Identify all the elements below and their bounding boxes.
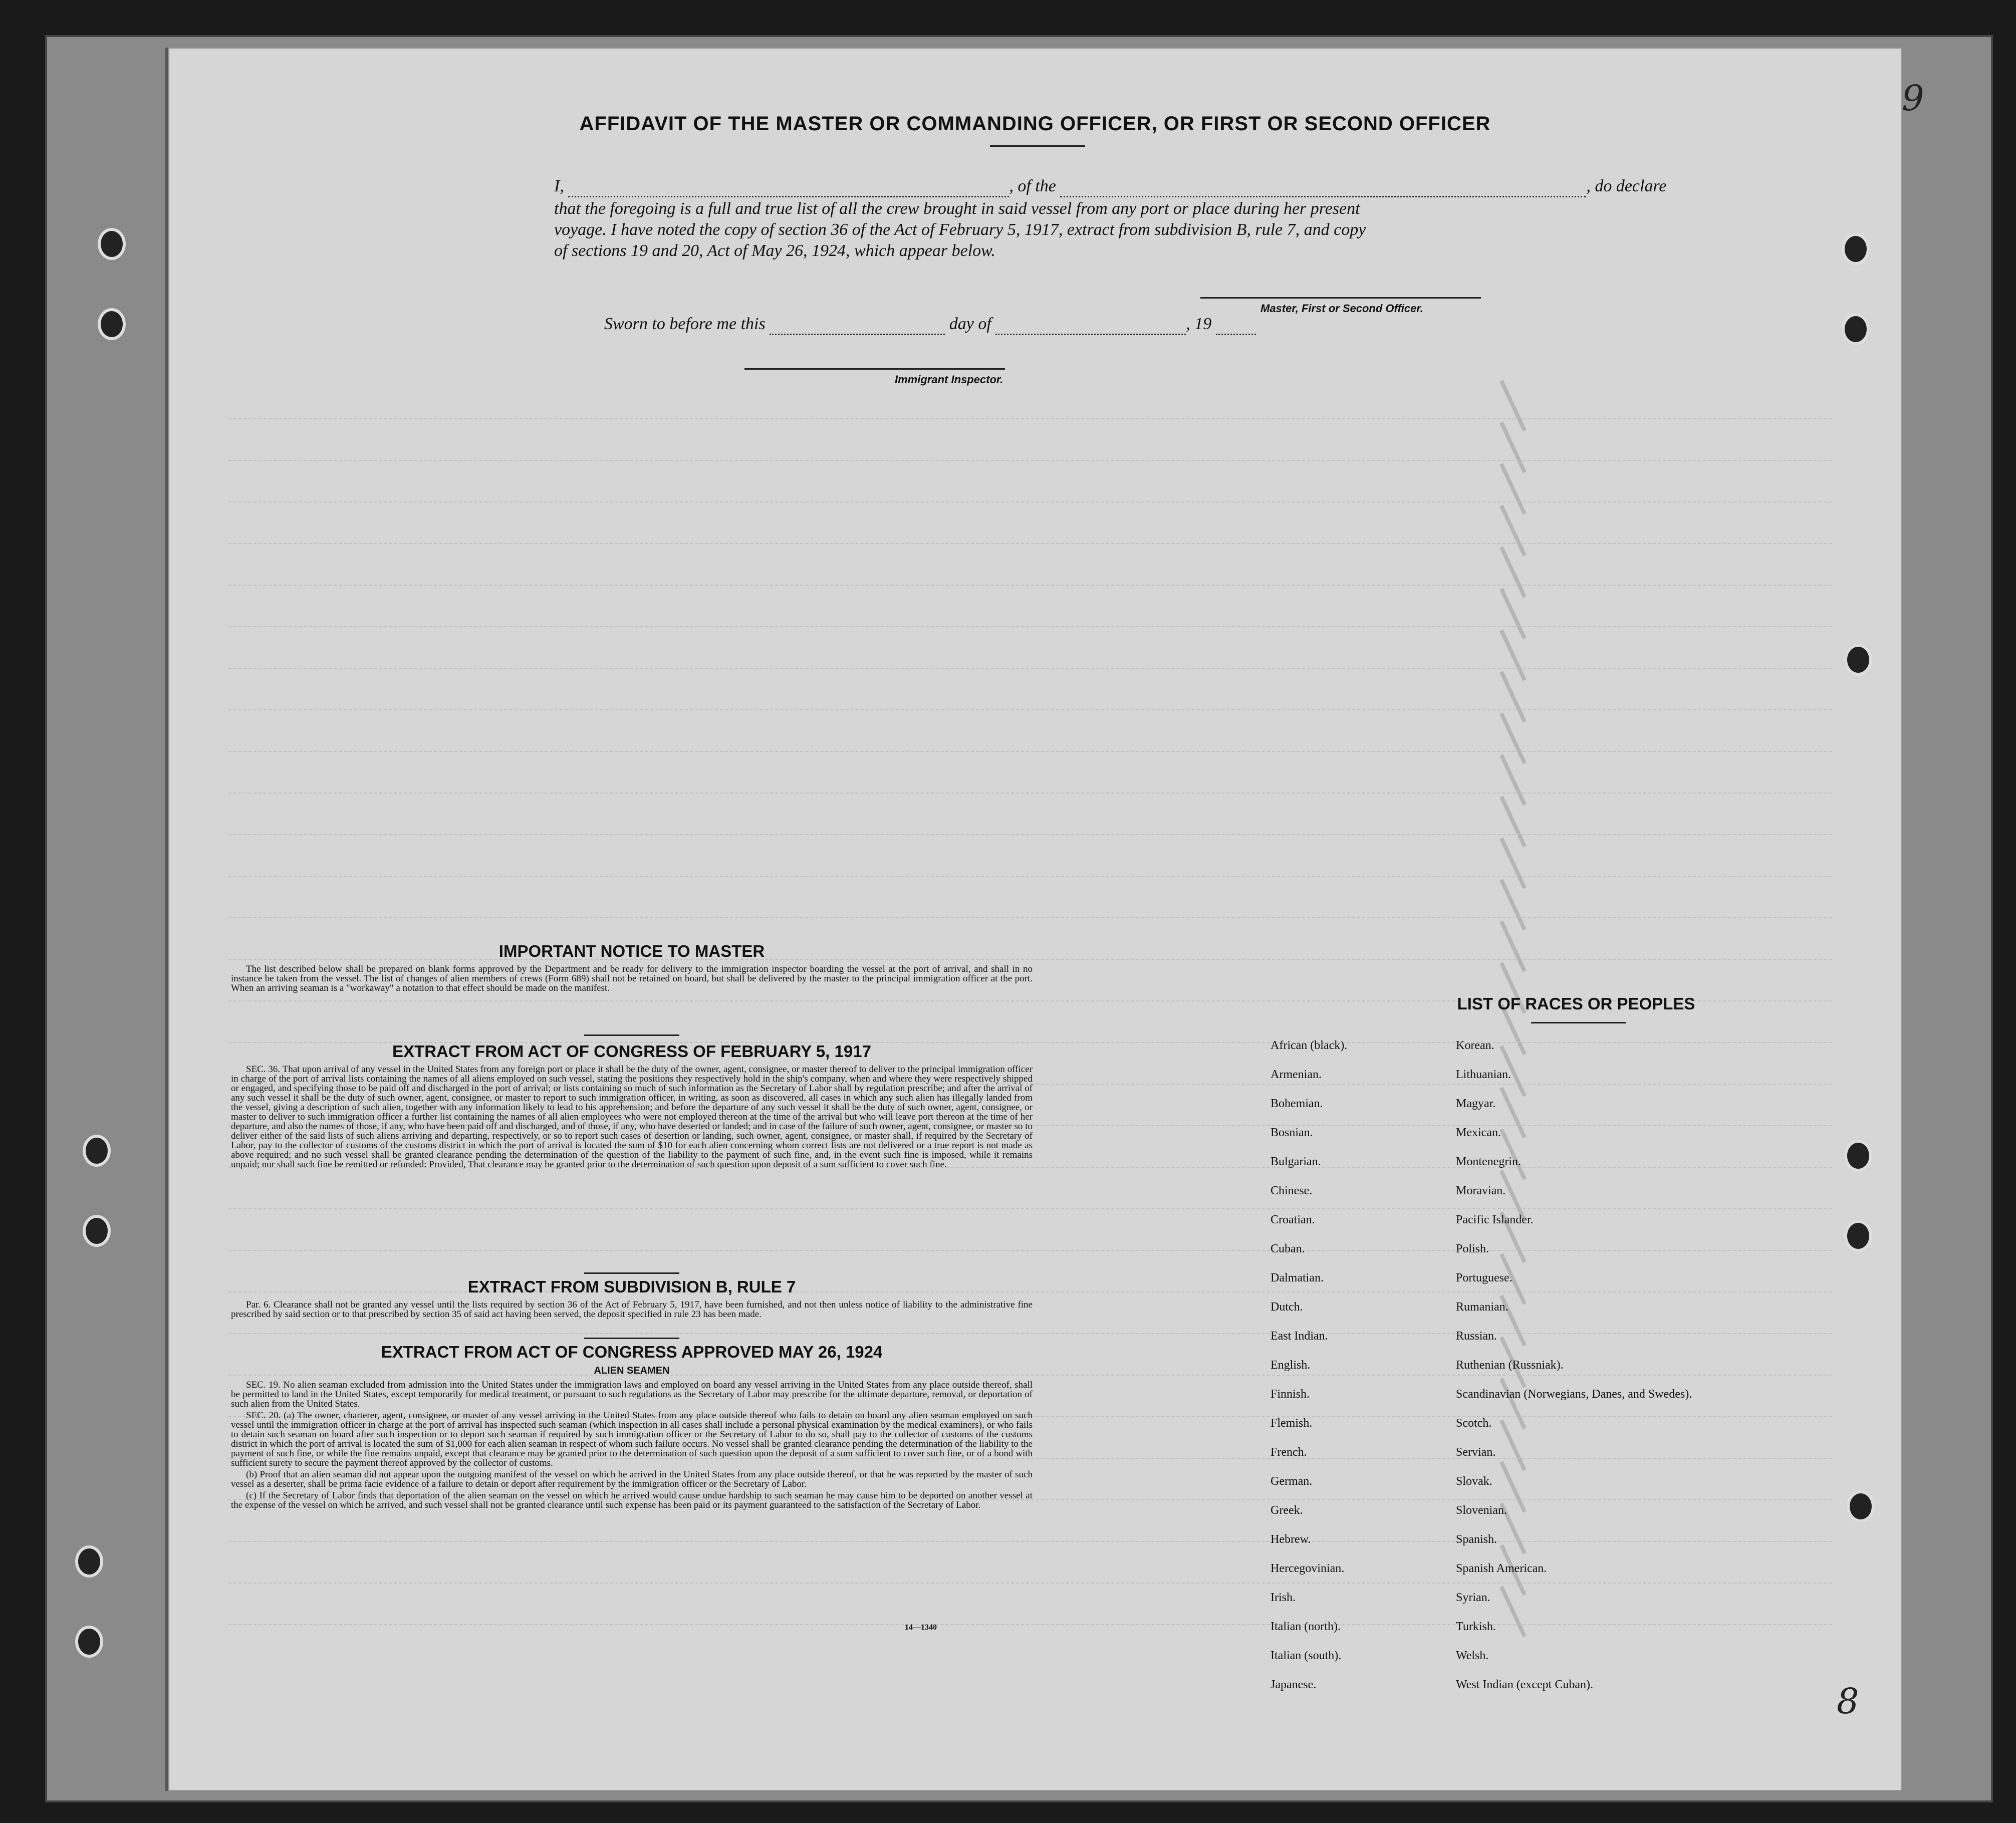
race-item: Bohemian. (1271, 1097, 1323, 1110)
race-item: Russian. (1456, 1330, 1497, 1343)
extract-1924-title: EXTRACT FROM ACT OF CONGRESS APPROVED MAY 26, 1924 (381, 1343, 883, 1361)
notice-title: IMPORTANT NOTICE TO MASTER (498, 942, 765, 960)
divider (584, 1338, 679, 1339)
race-item: Hebrew. (1271, 1533, 1311, 1546)
punch-hole (98, 308, 126, 340)
extract-rule7-title: EXTRACT FROM SUBDIVISION B, RULE 7 (467, 1277, 796, 1296)
extract-1917-title: EXTRACT FROM ACT OF CONGRESS OF FEBRUARY 5, 1917 (392, 1042, 871, 1061)
punch-hole (1844, 644, 1872, 676)
handwritten-page-mark: 8 (1837, 1681, 1859, 1722)
race-item: Armenian. (1271, 1068, 1322, 1081)
race-item: Spanish American. (1456, 1562, 1547, 1575)
vessel-name-field[interactable] (1060, 181, 1586, 197)
bleed-through-tally-mark (1499, 920, 1527, 972)
race-item: Spanish. (1456, 1533, 1497, 1546)
race-item: Syrian. (1456, 1591, 1490, 1604)
punch-hole (83, 1135, 111, 1167)
race-item: Finnish. (1271, 1388, 1310, 1401)
bleed-through-tally-mark (1499, 380, 1527, 431)
punch-hole (75, 1545, 103, 1578)
bleed-through-row (228, 398, 1832, 419)
race-item: Slovak. (1456, 1475, 1492, 1488)
race-item: Portuguese. (1456, 1271, 1513, 1284)
affidavit-text: , do declare (1586, 177, 1667, 195)
affidavit-text: voyage. I have noted the copy of section 36 of the Act of February 5, 1917, extract from subdivision B, rule 7, and copy (554, 220, 1366, 239)
affidavit-title: AFFIDAVIT OF THE MASTER OR COMMANDING OFFICER, OR FIRST OR SECOND OFFICER (579, 113, 1491, 135)
race-item: Magyar. (1456, 1097, 1496, 1110)
race-item: Italian (south). (1271, 1649, 1342, 1662)
section-36-paragraph: SEC. 36. That upon arrival of any vessel in the United States from any foreign port or place it shall be the duty of the owner, agent, consignee, or master thereof to deliver to the principal immigration officer in charge of the port of arrival lists containing the names of all aliens employed on such vessel, stating the positions they respectively hold in the ship's company, when and where they were respectively shipped or engaged, and specifying those to be paid off and discharged in the port of arrival; or lists containing so much of such information as the Secretary of Labor shall by regulation prescribe; and after the arrival of any such vessel it shall be the duty of such owner, agent, consignee, or master to report to such immigration officer, in writing, as soon as discovered, all cases in which any such alien has illegally landed from the vessel, giving a description of such alien, together with any information likely to lead to his apprehension; and before the departure of any such vessel it shall be the duty of such owner, agent, consignee, or master to deliver to such immigration officer a further list containing the names of all alien employees who were not employed thereon at the time of the arrival but who will leave port thereon at the time of her departure, and also the names of those, if any, who have been paid off and discharged, and of those, if any, who have deserted or landed; and in case of the failure of such owner, agent, consignee, or master so to deliver either of the said lists of such aliens arriving and departing, respectively, or so to report such cases of desertion or landing, such owner, agent, consignee, or master shall, if required by the Secretary of Labor, pay to the collector of customs of the customs district in which the port of arrival is located the sum of $10 for each alien concerning whom correct lists are not delivered or a true report is not made as above required; and no such vessel shall be granted clearance pending the determination of the question of the liability to the payment of such fine, and, in the event such fine is imposed, while it remains unpaid; nor shall such fine be remitted or refunded: Provided, That clearance may be granted prior to the determination of such question upon deposit of a sum sufficient to cover such fine. (231, 1064, 1033, 1170)
race-item: Croatian. (1271, 1213, 1315, 1226)
bleed-through-row (228, 731, 1832, 752)
race-item: Montenegrin. (1456, 1155, 1521, 1168)
bleed-through-row (228, 440, 1832, 461)
race-item: Dutch. (1271, 1300, 1303, 1314)
race-item: German. (1271, 1475, 1313, 1488)
race-item: Polish. (1456, 1242, 1489, 1255)
affidavit-text: that the foregoing is a full and true list of all the crew brought in said vessel from any port or place during her present (554, 199, 1360, 218)
race-item: Hercegovinian. (1271, 1562, 1345, 1575)
inspector-signature-line[interactable] (744, 368, 1005, 370)
extract-rule7-body (231, 1300, 1033, 1321)
form-number: 14—1340 (905, 1623, 937, 1632)
divider (1531, 1022, 1626, 1023)
punch-hole (1842, 313, 1870, 345)
inspector-signature-caption: Immigrant Inspector. (895, 373, 1003, 386)
title-underline (990, 145, 1085, 147)
race-item: Japanese. (1271, 1678, 1317, 1691)
sworn-month-field[interactable] (995, 319, 1186, 335)
race-item: West Indian (except Cuban). (1456, 1678, 1593, 1691)
affidavit-text: of sections 19 and 20, Act of May 26, 1924, which appear below. (554, 241, 995, 260)
alien-seamen-subhead: ALIEN SEAMEN (594, 1365, 670, 1376)
bleed-through-tally-mark (1499, 588, 1527, 639)
race-item: Pacific Islander. (1456, 1213, 1534, 1226)
sworn-year-field[interactable] (1216, 319, 1256, 335)
race-item: Irish. (1271, 1591, 1296, 1604)
race-item: Flemish. (1271, 1417, 1313, 1430)
bleed-through-row (228, 648, 1832, 669)
race-item: Turkish. (1456, 1620, 1496, 1633)
race-item: Scandinavian (Norwegians, Danes, and Swedes). (1456, 1388, 1692, 1401)
bleed-through-row (228, 481, 1832, 502)
bleed-through-row (228, 897, 1832, 918)
affidavit-text: Sworn to before me this (604, 315, 766, 333)
races-list-title: LIST OF RACES OR PEOPLES (1457, 994, 1695, 1013)
race-item: Dalmatian. (1271, 1271, 1324, 1284)
punch-hole (1844, 1140, 1872, 1172)
bleed-through-tally-mark (1499, 546, 1527, 598)
race-item: Welsh. (1456, 1649, 1489, 1662)
punch-hole (98, 228, 126, 260)
bleed-through-tally-mark (1499, 504, 1527, 556)
races-right-column (1456, 1039, 1696, 1708)
divider (584, 1272, 679, 1274)
race-item: French. (1271, 1446, 1307, 1459)
master-signature-caption: Master, First or Second Officer. (1261, 302, 1423, 315)
bleed-through-row (228, 523, 1832, 544)
bleed-through-tally-mark (1499, 879, 1527, 930)
section-20b-paragraph: (b) Proof that an alien seaman did not appear upon the outgoing manifest of the vessel on which he arrived in the United States from any place outside thereof, or that he was reported by the master of such vessel as a deserter, shall be prima facie evidence of a failure to detain or deport after requirement by the immigration officer or the Secretary of Labor. (231, 1469, 1033, 1489)
declarant-name-field[interactable] (568, 181, 1009, 197)
bleed-through-tally-mark (1499, 629, 1527, 681)
bleed-through-row (228, 772, 1832, 794)
affidavit-text: I, (554, 177, 564, 195)
race-item: Moravian. (1456, 1184, 1506, 1197)
race-item: African (black). (1271, 1039, 1348, 1052)
document-sheet (165, 48, 1924, 1791)
divider (584, 1034, 679, 1036)
race-item: East Indian. (1271, 1330, 1328, 1343)
bleed-through-tally-mark (1499, 712, 1527, 764)
notice-body (231, 964, 1033, 995)
notice-paragraph: The list described below shall be prepared on blank forms approved by the Department and be ready for delivery to the immigration inspector boarding the vessel at the port of arrival, and shall in no instance be taken from the vessel. The list of changes of alien members of crews (Form 689) shall not be retained on board, but shall be delivered by the master to the principal immigration officer at the port. When an arriving seaman is a "workaway" a notation to that effect should be made on the manifest. (231, 964, 1033, 993)
paragraph-6: Par. 6. Clearance shall not be granted any vessel until the lists required by section 36 of the Act of February 5, 1917, have been furnished, and not then unless notice of liability to the administrative fine prescribed by said section or to that prescribed by section 35 of said act having been served, the deposit specified in rule 23 has been made. (231, 1299, 1033, 1320)
extract-1917-body (231, 1065, 1033, 1171)
races-left-column (1271, 1039, 1347, 1708)
extract-1924-body (231, 1380, 1033, 1512)
punch-hole (75, 1626, 103, 1658)
race-item: Ruthenian (Russniak). (1456, 1359, 1564, 1372)
affidavit-text: , 19 (1186, 315, 1212, 333)
bleed-through-row (228, 856, 1832, 877)
punch-hole (1844, 1220, 1872, 1252)
section-19-paragraph: SEC. 19. No alien seaman excluded from admission into the United States under the immigration laws and employed on board any vessel arriving in the United States from any place outside thereof, shall be permitted to land in the United States, except temporarily for medical treatment, or pursuant to such regulations as the Secretary of Labor may prescribe for the ultimate departure, removal, or deportation of such alien from the United States. (231, 1380, 1033, 1409)
race-item: Servian. (1456, 1446, 1496, 1459)
bleed-through-tally-mark (1499, 754, 1527, 806)
bleed-through-tally-mark (1499, 796, 1527, 847)
section-20a-paragraph: SEC. 20. (a) The owner, charterer, agent, consignee, or master of any vessel arriving in the United States from any place outside thereof who fails to detain on board any alien seaman employed on such vessel until the immigration officer in charge at the port of arrival has inspected such seaman (which inspection in all cases shall include a personal physical examination by the medical examiners), or who fails to detain such seaman on board after such inspection or to deport such seaman if required by such immigration officer or the Secretary of Labor to do so, shall pay to the collector of customs of the customs district in which the port of arrival is located the sum of $1,000 for each alien seaman in respect of whom such failure occurs. No vessel shall be granted clearance pending the determination of the liability to the payment of such fine, or while the fine remains unpaid, except that clearance may be granted prior to the determination of such question upon the deposit of a sum sufficient to cover such fine, or of a bond with sufficient surety to secure the payment thereof approved by the collector of customs. (231, 1410, 1033, 1468)
bleed-through-row (228, 565, 1832, 586)
section-20c-paragraph: (c) If the Secretary of Labor finds that deportation of the alien seaman on the vessel on which he arrived would cause undue hardship to such seaman he may cause him to be deported on another vessel at the expense of the vessel on which he arrived, and such vessel shall not be granted clearance until such expense has been paid or its payment guaranteed to the satisfaction of the Secretary of Labor. (231, 1490, 1033, 1510)
handwritten-page-mark: 9 (1902, 78, 1924, 119)
affidavit-text: , of the (1009, 177, 1056, 195)
bleed-through-row (228, 814, 1832, 835)
punch-hole (1847, 1490, 1875, 1522)
race-item: Mexican. (1456, 1126, 1501, 1139)
bleed-through-tally-mark (1499, 463, 1527, 514)
race-item: Slovenian. (1456, 1504, 1507, 1517)
race-item: English. (1271, 1359, 1311, 1372)
bleed-through-row (228, 606, 1832, 627)
race-item: Lithuanian. (1456, 1068, 1511, 1081)
race-item: Bosnian. (1271, 1126, 1313, 1139)
race-item: Korean. (1456, 1039, 1494, 1052)
race-item: Italian (north). (1271, 1620, 1341, 1633)
affidavit-text: day of (949, 315, 991, 333)
sworn-line (604, 313, 1606, 335)
bleed-through-tally-mark (1499, 671, 1527, 722)
sworn-day-field[interactable] (770, 319, 945, 335)
master-signature-line[interactable] (1200, 297, 1481, 299)
race-item: Greek. (1271, 1504, 1303, 1517)
punch-hole (83, 1215, 111, 1247)
race-item: Scotch. (1456, 1417, 1492, 1430)
bleed-through-row (228, 689, 1832, 710)
affidavit-declaration-line (554, 175, 1686, 197)
race-item: Cuban. (1271, 1242, 1305, 1255)
race-item: Chinese. (1271, 1184, 1313, 1197)
punch-hole (1842, 233, 1870, 265)
bleed-through-tally-mark (1499, 837, 1527, 889)
race-item: Bulgarian. (1271, 1155, 1321, 1168)
bleed-through-tally-mark (1499, 421, 1527, 473)
race-item: Rumanian. (1456, 1300, 1508, 1314)
